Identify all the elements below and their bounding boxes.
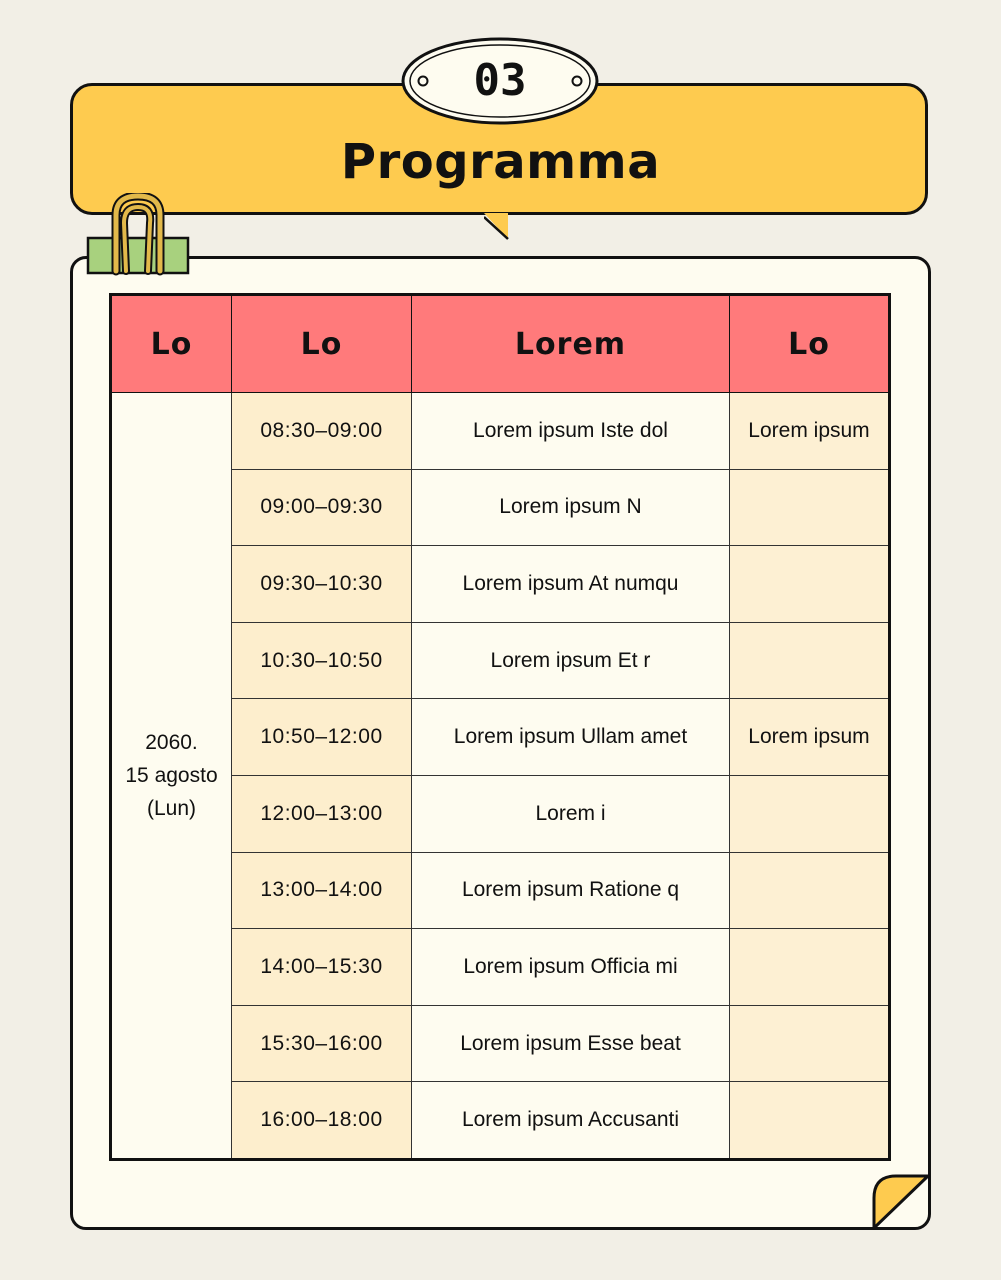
note-cell [730, 852, 890, 929]
note-cell: Lorem ipsum [730, 393, 890, 470]
time-cell: 13:00–14:00 [232, 852, 412, 929]
section-number: 03 [473, 55, 527, 106]
note-cell [730, 469, 890, 546]
date-weekday: (Lun) [146, 797, 197, 820]
event-cell: Lorem ipsum Officia mi [412, 929, 730, 1006]
banner-tail-icon [484, 213, 514, 243]
column-header-time: Lo [232, 295, 412, 393]
note-cell: Lorem ipsum [730, 699, 890, 776]
column-header-note: Lo [730, 295, 890, 393]
event-cell: Lorem ipsum Iste dol [412, 393, 730, 470]
schedule-table [109, 293, 891, 1161]
page-title: Programma [340, 134, 661, 190]
time-cell: 09:30–10:30 [232, 546, 412, 623]
note-cell [730, 546, 890, 623]
event-cell: Lorem ipsum N [412, 469, 730, 546]
event-cell: Lorem i [412, 775, 730, 852]
date-cell [111, 393, 232, 1160]
date-year: 2060. [145, 731, 198, 754]
time-cell: 09:00–09:30 [232, 469, 412, 546]
note-cell [730, 1005, 890, 1082]
event-cell: Lorem ipsum At numqu [412, 546, 730, 623]
table-row [111, 393, 890, 470]
date-day: 15 agosto [125, 764, 218, 787]
time-cell: 08:30–09:00 [232, 393, 412, 470]
event-cell: Lorem ipsum Et r [412, 622, 730, 699]
event-cell: Lorem ipsum Esse beat [412, 1005, 730, 1082]
time-cell: 10:50–12:00 [232, 699, 412, 776]
table-header-row [111, 295, 890, 393]
note-cell [730, 929, 890, 1006]
time-cell: 10:30–10:50 [232, 622, 412, 699]
time-cell: 16:00–18:00 [232, 1082, 412, 1160]
time-cell: 12:00–13:00 [232, 775, 412, 852]
binder-clip-icon [86, 193, 192, 277]
column-header-event: Lorem [412, 295, 730, 393]
time-cell: 14:00–15:30 [232, 929, 412, 1006]
column-header-date: Lo [111, 295, 232, 393]
page-fold-icon [870, 1172, 934, 1232]
time-cell: 15:30–16:00 [232, 1005, 412, 1082]
note-cell [730, 1082, 890, 1160]
event-cell: Lorem ipsum Ratione q [412, 852, 730, 929]
note-cell [730, 622, 890, 699]
event-cell: Lorem ipsum Accusanti [412, 1082, 730, 1160]
note-cell [730, 775, 890, 852]
event-cell: Lorem ipsum Ullam amet [412, 699, 730, 776]
